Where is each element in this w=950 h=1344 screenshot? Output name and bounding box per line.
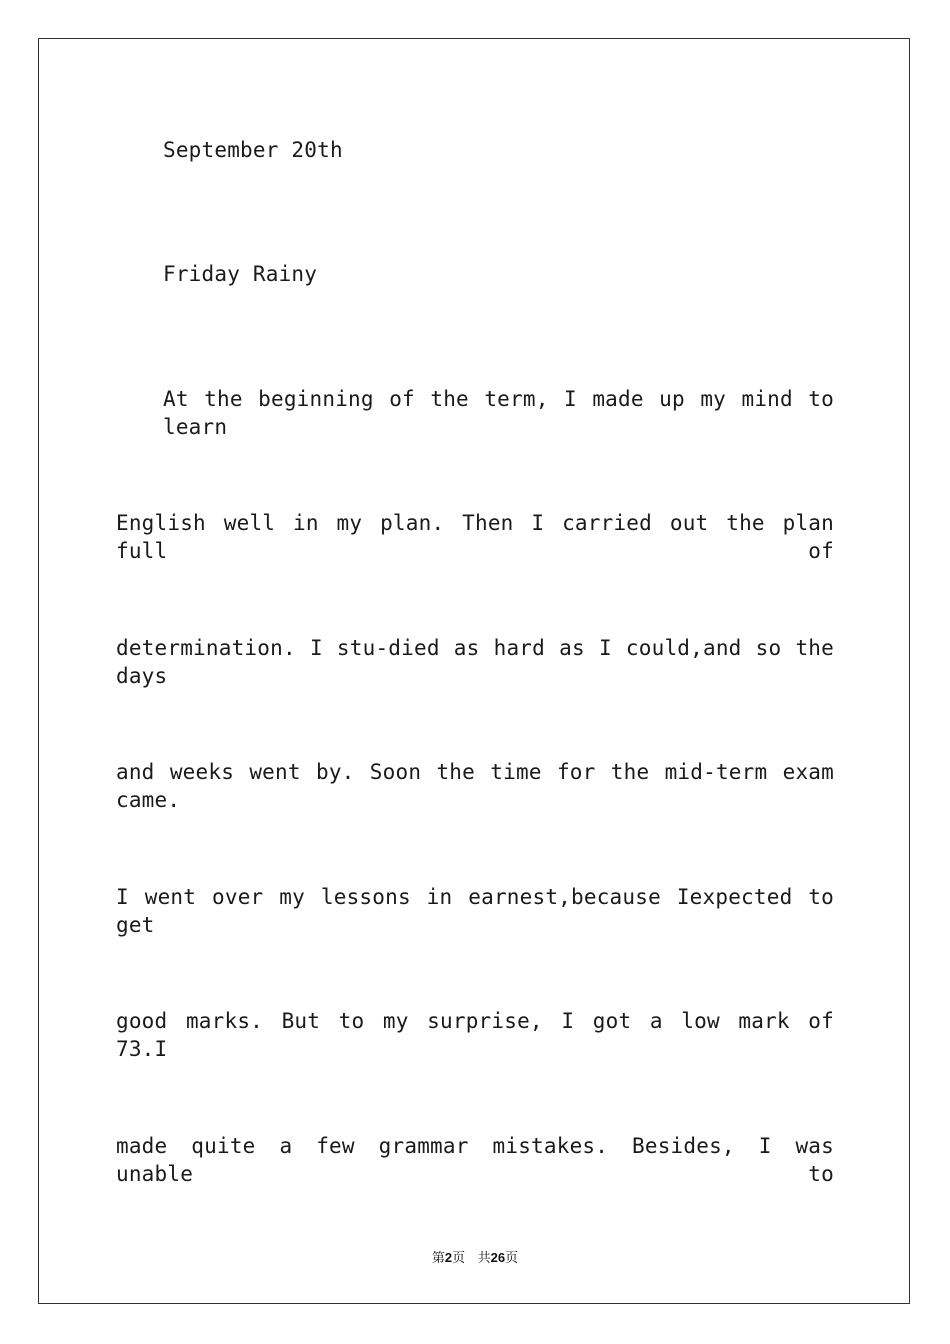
body-line-3: determination. I stu-died as hard as I could,and so the days [116, 636, 834, 688]
page-suffix: 页 [452, 1251, 466, 1266]
total-prefix: 共 [477, 1251, 491, 1266]
body-line-5: I went over my lessons in earnest,because Iexpected to get [116, 885, 834, 937]
body-line-6: good marks. But to my surprise, I got a low mark of 73.I [116, 1009, 834, 1061]
page-prefix: 第 [431, 1251, 445, 1266]
body-line-7: made quite a few grammar mistakes. Besides, I was unable to [116, 1134, 834, 1186]
diary-date: September 20th [163, 138, 343, 162]
page-footer [0, 1247, 950, 1266]
body-line-2: English well in my plan. Then I carried out the plan full of [116, 511, 834, 563]
page-border [38, 38, 910, 1304]
page-number: 2 [444, 1250, 453, 1265]
diary-weather: Friday Rainy [163, 262, 318, 286]
total-pages: 26 [490, 1250, 506, 1265]
total-suffix: 页 [505, 1251, 519, 1266]
body-line-4: and weeks went by. Soon the time for the mid-term exam came. [116, 760, 834, 812]
body-line-1: At the beginning of the term, I made up my mind to learn [163, 387, 834, 439]
